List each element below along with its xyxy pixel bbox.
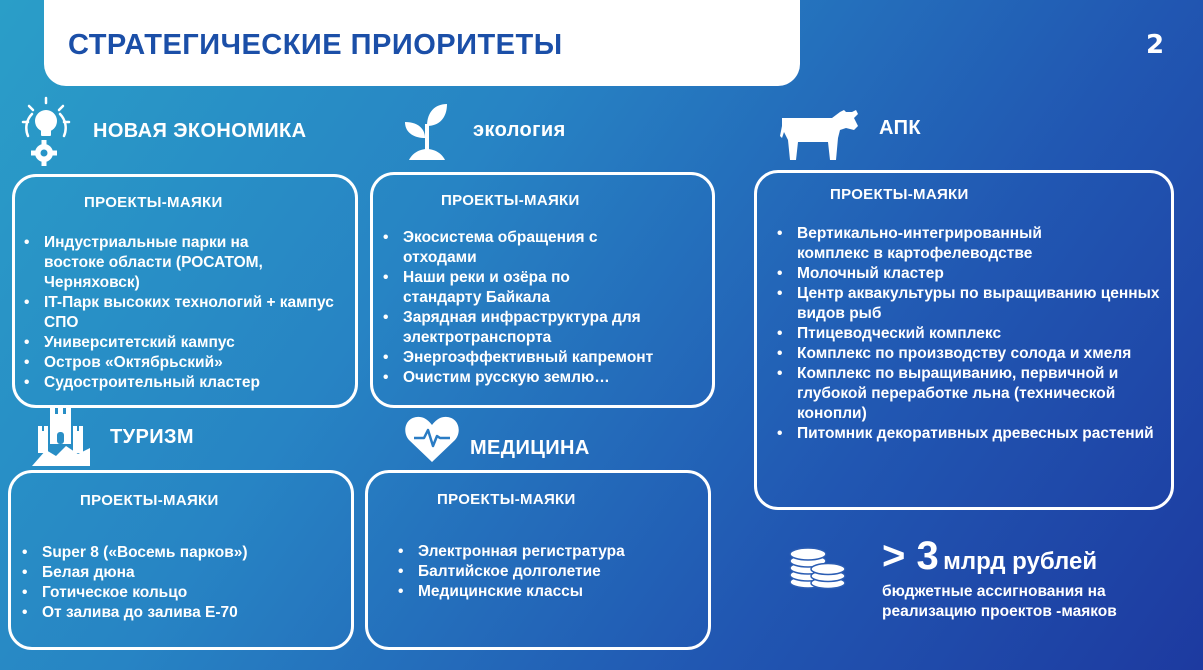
heart-pulse-icon: [404, 414, 460, 464]
list-item: • Очистим русскую землю…: [381, 368, 711, 388]
list-item: • Белая дюна: [20, 563, 340, 583]
list-item: • Индустриальные парки на востоке области (РОСАТОМ, Черняховск): [22, 233, 266, 293]
card-title-agro: ПРОЕКТЫ-МАЯКИ: [830, 186, 969, 203]
list-economy: [22, 233, 342, 393]
list-item: • Комплекс по производству солода и хмеля: [775, 344, 1157, 364]
list-ecology: [381, 228, 711, 388]
page-title: СТРАТЕГИЧЕСКИЕ ПРИОРИТЕТЫ: [68, 29, 563, 61]
list-item: • Медицинские классы: [396, 582, 706, 602]
list-medicine: [396, 542, 706, 602]
list-item: • IT-Парк высоких технологий + кампус СПО: [22, 293, 342, 333]
budget-amount: [882, 534, 1097, 578]
card-title-tourism: ПРОЕКТЫ-МАЯКИ: [80, 492, 219, 509]
budget-note: бюджетные ассигнования на реализацию проектов -маяков: [882, 583, 1117, 620]
section-title-medicine: МЕДИЦИНА: [470, 437, 590, 459]
castle-icon: [32, 408, 90, 468]
list-tourism: [20, 543, 340, 623]
section-title-ecology: экология: [473, 119, 566, 141]
card-title-ecology: ПРОЕКТЫ-МАЯКИ: [441, 192, 580, 209]
list-item: • Super 8 («Восемь парков»): [20, 543, 340, 563]
section-title-tourism: ТУРИЗМ: [110, 426, 194, 448]
budget-amount-unit: млрд рублей: [943, 548, 1098, 575]
sprout-icon: [403, 102, 449, 162]
page-number: 2: [1146, 30, 1165, 60]
section-title-agro: АПК: [879, 117, 921, 139]
list-item: • Центр аквакультуры по выращиванию ценных видов рыб: [775, 284, 1172, 324]
list-item: • Экосистема обращения с отходами: [381, 228, 633, 268]
list-item: • Зарядная инфраструктура для электротранспорта: [381, 308, 703, 348]
budget-amount-value: > 3: [882, 534, 939, 578]
list-item: • Вертикально-интегрированный комплекс в картофелеводстве: [775, 224, 1087, 264]
lightbulb-gear-icon: [20, 96, 72, 166]
list-agro: [775, 224, 1165, 444]
list-item: • Электронная регистратура: [396, 542, 706, 562]
list-item: • Готическое кольцо: [20, 583, 340, 603]
list-item: • Комплекс по выращиванию, первичной и глубокой переработке льна (технической конопли): [775, 364, 1177, 424]
section-title-economy: НОВАЯ ЭКОНОМИКА: [93, 120, 307, 142]
list-item: • От залива до залива Е-70: [20, 603, 340, 623]
list-item: • Энергоэффективный капремонт: [381, 348, 711, 368]
list-item: • Молочный кластер: [775, 264, 1165, 284]
card-title-economy: ПРОЕКТЫ-МАЯКИ: [84, 194, 223, 211]
list-item: • Питомник декоративных древесных растений: [775, 424, 1157, 444]
list-item: • Наши реки и озёра по стандарту Байкала: [381, 268, 613, 308]
card-title-medicine: ПРОЕКТЫ-МАЯКИ: [437, 491, 576, 508]
coins-icon: [786, 542, 848, 590]
list-item: • Остров «Октябрьский»: [22, 353, 342, 373]
list-item: • Балтийское долголетие: [396, 562, 706, 582]
list-item: • Судостроительный кластер: [22, 373, 342, 393]
cow-icon: [780, 108, 860, 162]
list-item: • Птицеводческий комплекс: [775, 324, 1165, 344]
list-item: • Университетский кампус: [22, 333, 342, 353]
